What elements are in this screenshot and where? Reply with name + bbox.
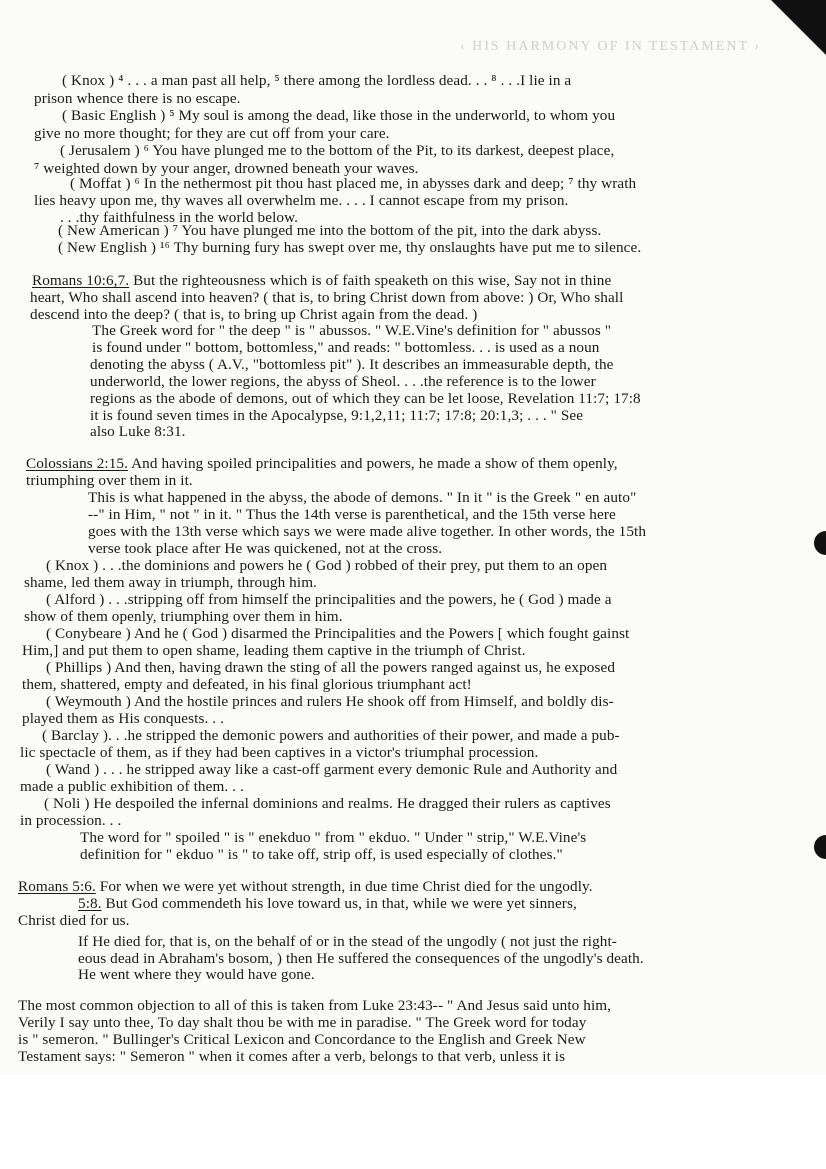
text-line: If He died for, that is, on the behalf of or in the stead of the ungodly ( not just the right-	[78, 933, 617, 950]
text-line: also Luke 8:31.	[90, 423, 186, 440]
text-line: played them as His conquests. . .	[22, 710, 224, 727]
text-line: lic spectacle of them, as if they had been captives in a victor's triumphal procession.	[20, 744, 539, 761]
text-line: regions as the abode of demons, out of which they can be let loose, Revelation 11:7; 17:8	[90, 390, 641, 407]
text-line: descend into the deep? ( that is, to bring up Christ again from the dead. )	[30, 306, 478, 323]
text-line: verse took place after He was quickened, not at the cross.	[88, 540, 443, 557]
text-line: ( Moffat ) ⁶ In the nethermost pit thou hast placed me, in abysses dark and deep; ⁷ thy wrath	[70, 175, 637, 192]
text-line: ( Alford ) . . .stripping off from himself the principalities and the powers, he ( God ) made a	[46, 591, 612, 608]
text-line: 5:8. But God commendeth his love toward us, in that, while we were yet sinners,	[78, 895, 577, 912]
text-line: shame, led them away in triumph, through him.	[24, 574, 318, 591]
text-line: Romans 10:6,7. But the righteousness which is of faith speaketh on this wise, Say not in thine	[32, 272, 612, 289]
text-line: ( Basic English ) ⁵ My soul is among the dead, like those in the underworld, to whom you	[62, 107, 616, 124]
text-line: Colossians 2:15. And having spoiled principalities and powers, he made a show of them openly,	[26, 455, 618, 472]
text-line: Romans 5:6. For when we were yet without strength, in due time Christ died for the ungodly.	[18, 878, 593, 895]
text-line: lies heavy upon me, thy waves all overwhelm me. . . . I cannot escape from my prison.	[34, 192, 569, 209]
text-line: The word for " spoiled " is " enekduo " from " ekduo. " Under " strip," W.E.Vine's	[80, 829, 587, 846]
text-line: show of them openly, triumphing over them in him.	[24, 608, 343, 625]
scripture-reference: 5:8.	[78, 895, 102, 912]
text-line: denoting the abyss ( A.V., "bottomless pit" ). It describes an immeasurable depth, the	[90, 356, 614, 373]
scripture-reference: Colossians 2:15.	[26, 455, 129, 472]
text-line: ( Knox ) ⁴ . . . a man past all help, ⁵ there among the lordless dead. . . ⁸ . . .I lie in a	[62, 72, 572, 89]
scripture-reference: Romans 5:6.	[18, 878, 96, 895]
text-line: ( Wand ) . . . he stripped away like a cast-off garment every demonic Rule and Authority and	[46, 761, 618, 778]
text-line: The Greek word for " the deep " is " abussos. " W.E.Vine's definition for " abussos "	[92, 322, 612, 339]
punch-hole-lower	[814, 835, 826, 859]
text-line: heart, Who shall ascend into heaven? ( that is, to bring Christ down from above: ) Or, Who shall	[30, 289, 624, 306]
text-line: ( Barclay ). . .he stripped the demonic powers and authorities of their power, and made a pub-	[42, 727, 620, 744]
scripture-reference: Romans 10:6,7.	[32, 272, 130, 289]
text-line: --" in Him, " not " in it. " Thus the 14th verse is parenthetical, and the 15th verse here	[88, 506, 616, 523]
punch-hole-upper	[814, 531, 826, 555]
text-line: Him,] and put them to open shame, leading them captive in the triumph of Christ.	[22, 642, 526, 659]
text-line: is found under " bottom, bottomless," and reads: " bottomless. . . is used as a noun	[92, 339, 600, 356]
text-line: ( New American ) ⁷ You have plunged me into the bottom of the pit, into the dark abyss.	[58, 222, 602, 239]
text-line: Testament says: " Semeron " when it comes after a verb, belongs to that verb, unless it is	[18, 1048, 566, 1065]
text-line: He went where they would have gone.	[78, 966, 315, 983]
text-line: prison whence there is no escape.	[34, 90, 241, 107]
text-line: triumphing over them in it.	[26, 472, 193, 489]
text-line: underworld, the lower regions, the abyss of Sheol. . . .the reference is to the lower	[90, 373, 596, 390]
text-line: ( Knox ) . . .the dominions and powers he ( God ) robbed of their prey, put them to an open	[46, 557, 608, 574]
text-line: made a public exhibition of them. . .	[20, 778, 244, 795]
text-line: is " semeron. " Bullinger's Critical Lexicon and Concordance to the English and Greek New	[18, 1031, 586, 1048]
text-line: The most common objection to all of this is taken from Luke 23:43-- " And Jesus said unto him,	[18, 997, 612, 1014]
text-line: ⁷ weighted down by your anger, drowned beneath your waves.	[34, 160, 419, 177]
text-line: Christ died for us.	[18, 912, 130, 929]
text-line: This is what happened in the abyss, the abode of demons. " In it " is the Greek " en auto"	[88, 489, 637, 506]
faint-header: ‹ HIS HARMONY OF IN TESTAMENT ›	[460, 39, 761, 54]
text-line: in procession. . .	[20, 812, 122, 829]
text-line: ( Jerusalem ) ⁶ You have plunged me to the bottom of the Pit, to its darkest, deepest place,	[60, 142, 615, 159]
text-line: them, shattered, empty and defeated, in his final glorious triumphant act!	[22, 676, 472, 693]
text-line: ( Conybeare ) And he ( God ) disarmed the Principalities and the Powers [ which fought gainst	[46, 625, 630, 642]
text-line: it is found seven times in the Apocalypse, 9:1,2,11; 11:7; 17:8; 20:1,3; . . . " See	[90, 407, 584, 424]
text-line: goes with the 13th verse which says we were made alive together. In other words, the 15th	[88, 523, 647, 540]
text-line: definition for " ekduo " is " to take off, strip off, is used especially of clothes."	[80, 846, 563, 863]
text-line: Verily I say unto thee, To day shalt thou be with me in paradise. " The Greek word for today	[18, 1014, 587, 1031]
text-line: give no more thought; for they are cut off from your care.	[34, 125, 390, 142]
text-line: ( Weymouth ) And the hostile princes and rulers He shook off from Himself, and boldly dis-	[46, 693, 614, 710]
text-line: ( Phillips ) And then, having drawn the sting of all the powers ranged against us, he exposed	[46, 659, 616, 676]
text-line: ( Noli ) He despoiled the infernal dominions and realms. He dragged their rulers as captives	[44, 795, 611, 812]
text-line: eous dead in Abraham's bosom, ) then He suffered the consequences of the ungodly's death.	[78, 950, 644, 967]
text-line: . . .thy faithfulness in the world below.	[60, 209, 299, 226]
text-line: ( New English ) ¹⁶ Thy burning fury has swept over me, thy onslaughts have put me to silence.	[58, 239, 642, 256]
folded-corner	[771, 0, 826, 55]
